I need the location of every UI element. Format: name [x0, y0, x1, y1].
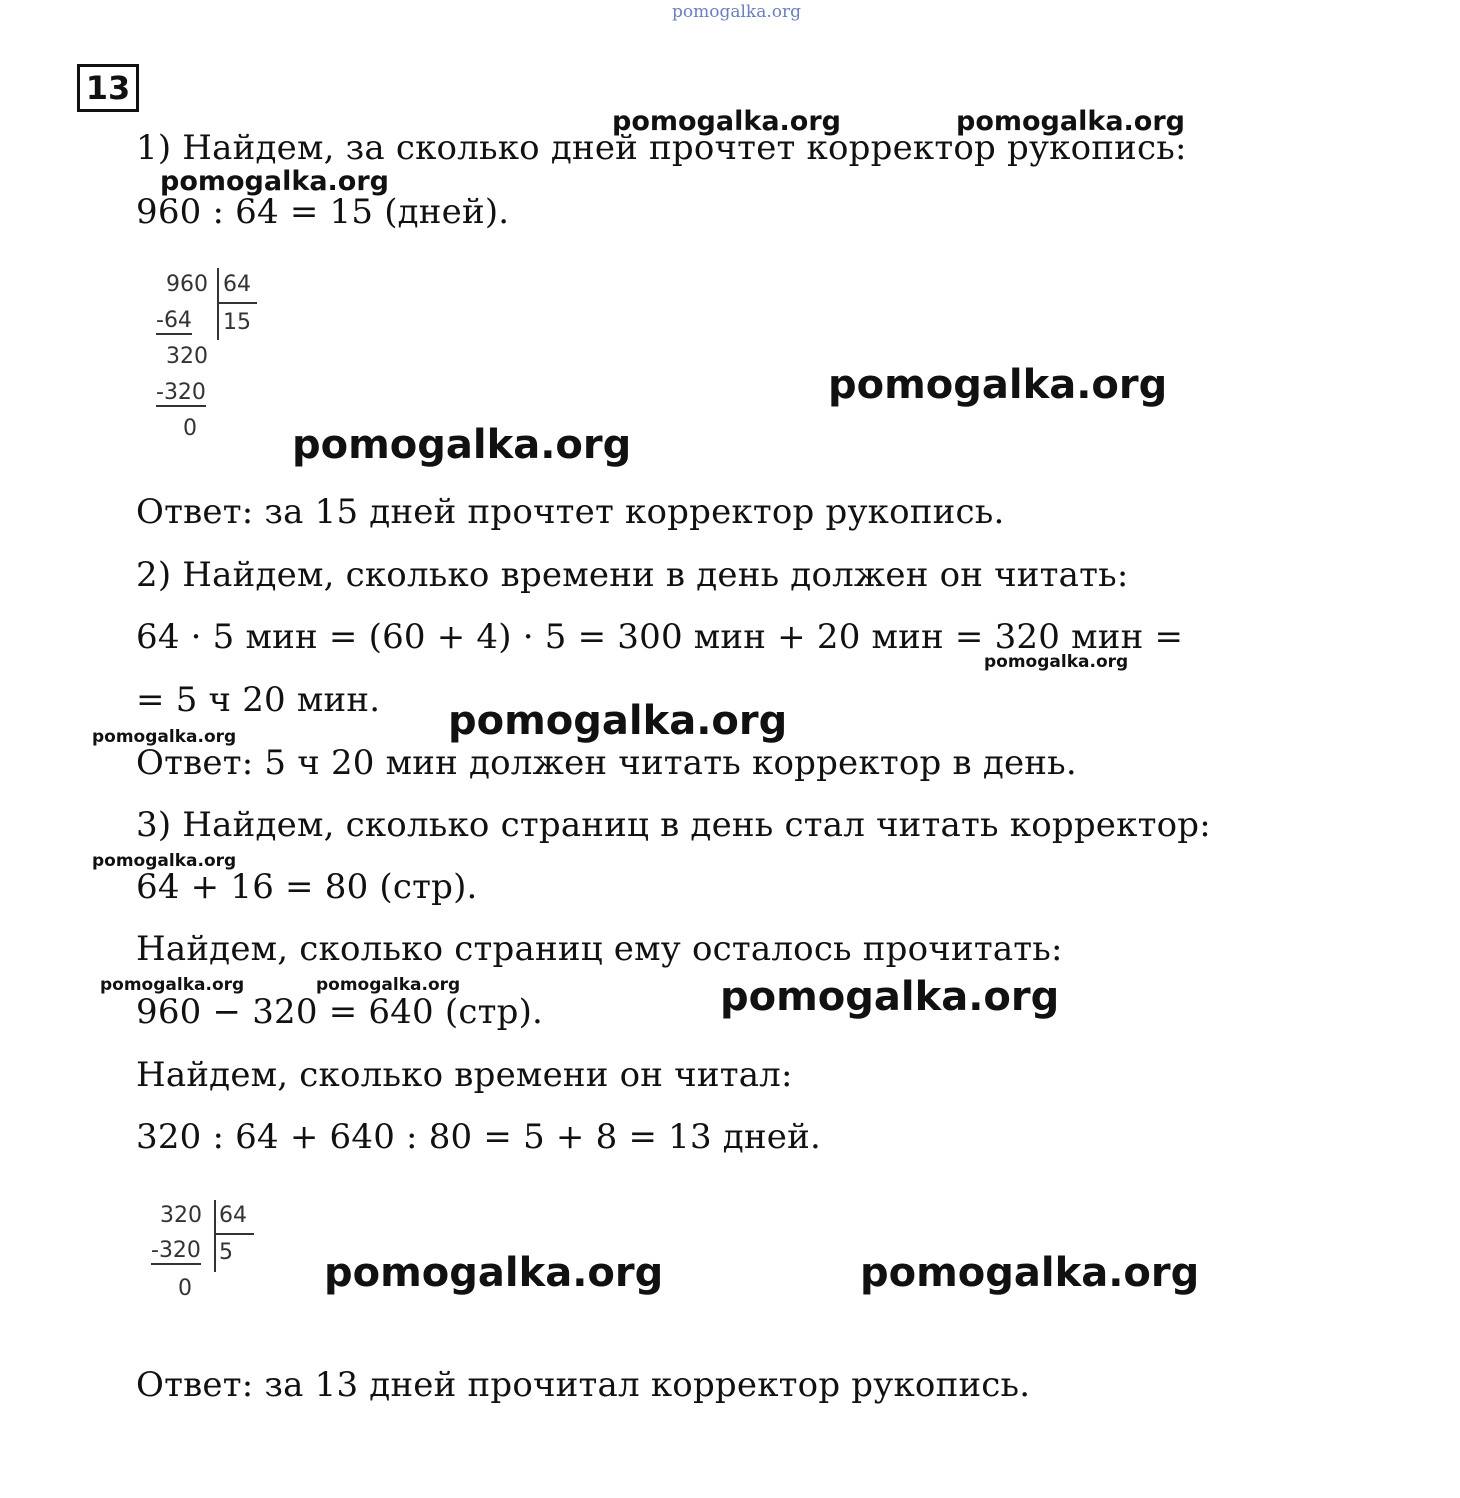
division1-sub1: -64: [156, 308, 192, 333]
step2-heading: 2) Найдем, сколько времени в день должен он читать:: [136, 555, 1129, 595]
division1-horizontal-bar: [217, 302, 257, 304]
watermark: pomogalka.org: [316, 975, 461, 995]
watermark: pomogalka.org: [720, 974, 1060, 1020]
division1-vertical-bar: [217, 268, 219, 340]
division2-vertical-bar: [214, 1200, 216, 1272]
watermark: pomogalka.org: [324, 1250, 664, 1296]
step2-equation: 64 · 5 мин = (60 + 4) · 5 = 300 мин + 20 мин = 320 мин =: [136, 617, 1184, 657]
step2-equation-cont: = 5 ч 20 мин.: [136, 680, 381, 720]
watermark: pomogalka.org: [160, 166, 389, 197]
division1-quotient: 15: [223, 310, 251, 335]
step3-remaining-heading: Найдем, сколько страниц ему осталось прочитать:: [136, 929, 1063, 969]
step1-answer: Ответ: за 15 дней прочтет корректор рукопись.: [136, 492, 1005, 532]
step2-answer: Ответ: 5 ч 20 мин должен читать корректор в день.: [136, 743, 1077, 783]
watermark: pomogalka.org: [860, 1250, 1200, 1296]
watermark: pomogalka.org: [100, 975, 245, 995]
step3-time-equation: 320 : 64 + 640 : 80 = 5 + 8 = 13 дней.: [136, 1117, 821, 1157]
division1-sub2: -320: [156, 380, 206, 405]
division2-horizontal-bar: [214, 1233, 254, 1235]
watermark: pomogalka.org: [448, 698, 788, 744]
watermark: pomogalka.org: [92, 851, 237, 871]
division2-quotient: 5: [219, 1240, 233, 1265]
division2-dividend: 320: [160, 1203, 202, 1228]
step3-equation: 64 + 16 = 80 (стр).: [136, 867, 478, 907]
division1-dividend: 960: [166, 272, 208, 297]
division2-result: 0: [178, 1276, 192, 1301]
step1-equation: 960 : 64 = 15 (дней).: [136, 192, 510, 232]
watermark: pomogalka.org: [828, 362, 1168, 408]
division1-result: 0: [183, 416, 197, 441]
watermark: pomogalka.org: [92, 727, 237, 747]
step1-heading: 1) Найдем, за сколько дней прочтет корректор рукопись:: [136, 128, 1187, 168]
watermark: pomogalka.org: [612, 106, 841, 137]
division2-sub1: -320: [151, 1238, 201, 1263]
step3-time-heading: Найдем, сколько времени он читал:: [136, 1055, 793, 1095]
division1-divisor: 64: [223, 272, 251, 297]
step3-heading: 3) Найдем, сколько страниц в день стал читать корректор:: [136, 805, 1211, 845]
step3-remaining-equation: 960 − 320 = 640 (стр).: [136, 992, 544, 1032]
division1-rem1: 320: [166, 344, 208, 369]
watermark: pomogalka.org: [292, 422, 632, 468]
problem-number: 13: [77, 64, 139, 112]
watermark-top: pomogalka.org: [672, 2, 802, 22]
watermark: pomogalka.org: [956, 106, 1185, 137]
division2-divisor: 64: [219, 1203, 247, 1228]
step3-answer: Ответ: за 13 дней прочитал корректор рукопись.: [136, 1365, 1031, 1405]
watermark: pomogalka.org: [984, 652, 1129, 672]
